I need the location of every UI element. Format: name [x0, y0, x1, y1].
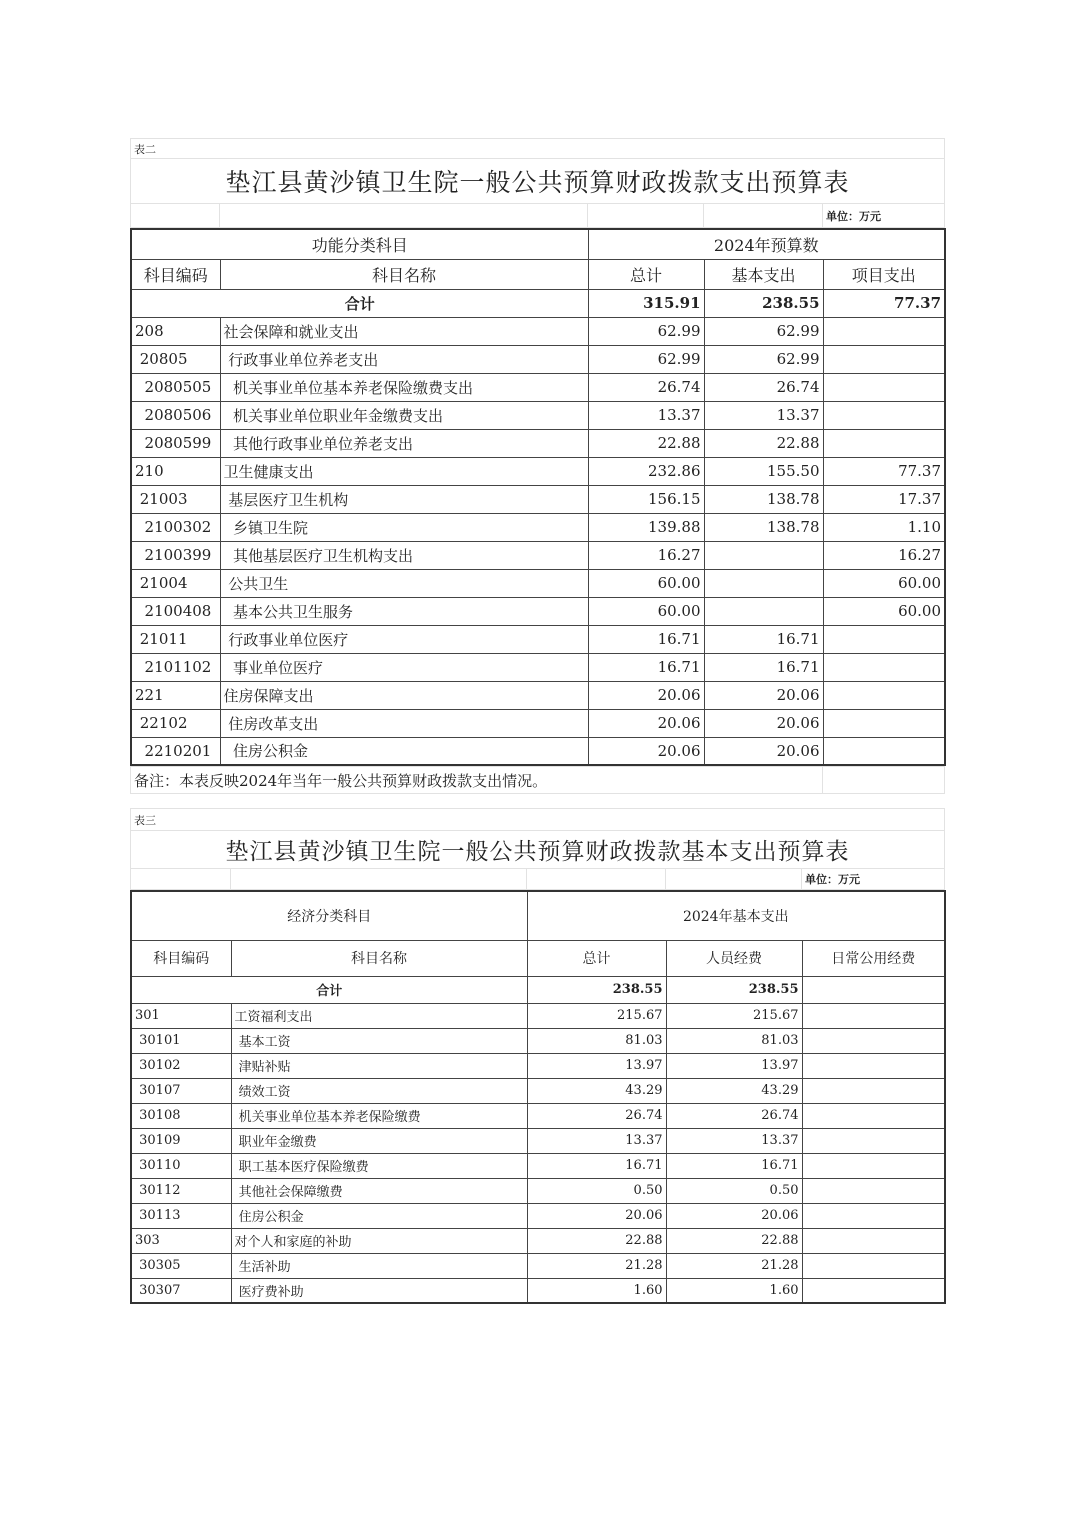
cell-project	[823, 737, 945, 765]
cell-project: 17.37	[823, 485, 945, 513]
cell-public	[802, 1128, 945, 1153]
table-row	[131, 1253, 945, 1278]
cell-name: 其他行政事业单位养老支出	[220, 429, 588, 457]
cell-name: 公共卫生	[220, 569, 588, 597]
table-row	[131, 485, 945, 513]
cell-project	[823, 317, 945, 345]
cell-code: 2100302	[131, 513, 220, 541]
table2-heading	[130, 808, 945, 890]
table1-total-project: 77.37	[823, 289, 945, 317]
cell-public	[802, 1228, 945, 1253]
cell-basic: 16.71	[704, 653, 823, 681]
table1-col-code: 科目编码	[131, 259, 220, 289]
table2-col-personnel: 人员经费	[666, 940, 802, 976]
cell-total: 20.06	[588, 681, 704, 709]
cell-project: 16.27	[823, 541, 945, 569]
cell-code: 30307	[131, 1278, 231, 1303]
cell-total: 139.88	[588, 513, 704, 541]
cell-name: 绩效工资	[231, 1078, 527, 1103]
cell-code: 30108	[131, 1103, 231, 1128]
cell-personnel: 22.88	[666, 1228, 802, 1253]
cell-project	[823, 345, 945, 373]
table1-total-row	[131, 289, 945, 317]
cell-public	[802, 1003, 945, 1028]
cell-code: 301	[131, 1003, 231, 1028]
table2-col-code: 科目编码	[131, 940, 231, 976]
cell-code: 22102	[131, 709, 220, 737]
cell-code: 2080599	[131, 429, 220, 457]
cell-total: 0.50	[527, 1178, 666, 1203]
cell-total: 60.00	[588, 597, 704, 625]
cell-name: 住房公积金	[231, 1203, 527, 1228]
table1-title: 垫江县黄沙镇卫生院一般公共预算财政拨款支出预算表	[131, 159, 945, 204]
cell-total: 22.88	[527, 1228, 666, 1253]
table1-grid	[130, 228, 946, 766]
table-row	[131, 1053, 945, 1078]
cell-personnel: 0.50	[666, 1178, 802, 1203]
cell-code: 30113	[131, 1203, 231, 1228]
cell-project	[823, 373, 945, 401]
table1-col-project: 项目支出	[823, 259, 945, 289]
cell-public	[802, 1203, 945, 1228]
cell-total: 60.00	[588, 569, 704, 597]
table1-unit: 单位：万元	[823, 204, 945, 228]
table-row	[131, 597, 945, 625]
table2-total-row	[131, 976, 945, 1003]
table-row	[131, 1078, 945, 1103]
table-row	[131, 541, 945, 569]
cell-basic: 22.88	[704, 429, 823, 457]
cell-public	[802, 1278, 945, 1303]
table2-col-name: 科目名称	[231, 940, 527, 976]
cell-code: 2101102	[131, 653, 220, 681]
table-row	[131, 1028, 945, 1053]
cell-project	[823, 625, 945, 653]
cell-total: 13.37	[527, 1128, 666, 1153]
cell-total: 232.86	[588, 457, 704, 485]
cell-public	[802, 1253, 945, 1278]
cell-public	[802, 1053, 945, 1078]
cell-name: 工资福利支出	[231, 1003, 527, 1028]
cell-basic: 16.71	[704, 625, 823, 653]
cell-name: 职业年金缴费	[231, 1128, 527, 1153]
cell-name: 津贴补贴	[231, 1053, 527, 1078]
cell-total: 16.27	[588, 541, 704, 569]
cell-name: 行政事业单位养老支出	[220, 345, 588, 373]
budget-table-2-sheet	[130, 808, 944, 1304]
cell-code: 30102	[131, 1053, 231, 1078]
cell-total: 215.67	[527, 1003, 666, 1028]
cell-code: 30107	[131, 1078, 231, 1103]
cell-total: 81.03	[527, 1028, 666, 1053]
cell-personnel: 16.71	[666, 1153, 802, 1178]
cell-project: 77.37	[823, 457, 945, 485]
cell-project	[823, 709, 945, 737]
cell-code: 210	[131, 457, 220, 485]
table-row	[131, 401, 945, 429]
table2-tag: 表三	[131, 809, 945, 831]
table-row	[131, 1178, 945, 1203]
table-row	[131, 1153, 945, 1178]
cell-basic: 62.99	[704, 317, 823, 345]
cell-name: 职工基本医疗保险缴费	[231, 1153, 527, 1178]
cell-basic: 138.78	[704, 513, 823, 541]
cell-total: 16.71	[588, 625, 704, 653]
table1-tag: 表二	[131, 139, 945, 159]
cell-public	[802, 1178, 945, 1203]
cell-total: 26.74	[588, 373, 704, 401]
cell-total: 62.99	[588, 345, 704, 373]
cell-public	[802, 1078, 945, 1103]
cell-personnel: 13.37	[666, 1128, 802, 1153]
table-row	[131, 457, 945, 485]
table1-total-total: 315.91	[588, 289, 704, 317]
cell-total: 16.71	[588, 653, 704, 681]
cell-total: 20.06	[588, 737, 704, 765]
cell-personnel: 81.03	[666, 1028, 802, 1053]
table2-title: 垫江县黄沙镇卫生院一般公共预算财政拨款基本支出预算表	[131, 831, 945, 869]
table-row	[131, 569, 945, 597]
cell-total: 43.29	[527, 1078, 666, 1103]
cell-name: 住房改革支出	[220, 709, 588, 737]
cell-code: 21004	[131, 569, 220, 597]
cell-code: 303	[131, 1228, 231, 1253]
table2-total-label: 合计	[131, 976, 527, 1003]
cell-name: 卫生健康支出	[220, 457, 588, 485]
table1-group-header-left: 功能分类科目	[131, 229, 588, 259]
table2-col-public: 日常公用经费	[802, 940, 945, 976]
cell-code: 30101	[131, 1028, 231, 1053]
table2-total-total: 238.55	[527, 976, 666, 1003]
cell-total: 62.99	[588, 317, 704, 345]
cell-code: 21003	[131, 485, 220, 513]
cell-project: 1.10	[823, 513, 945, 541]
table-row	[131, 513, 945, 541]
cell-name: 对个人和家庭的补助	[231, 1228, 527, 1253]
cell-public	[802, 1103, 945, 1128]
table-row	[131, 345, 945, 373]
cell-basic	[704, 597, 823, 625]
table2-group-header-right: 2024年基本支出	[527, 891, 945, 940]
table-row	[131, 737, 945, 765]
cell-project: 60.00	[823, 569, 945, 597]
cell-personnel: 21.28	[666, 1253, 802, 1278]
cell-code: 20805	[131, 345, 220, 373]
table1-col-basic: 基本支出	[704, 259, 823, 289]
table2-unit: 单位：万元	[802, 869, 945, 890]
cell-code: 30109	[131, 1128, 231, 1153]
table2-group-header-left: 经济分类科目	[131, 891, 527, 940]
cell-total: 156.15	[588, 485, 704, 513]
table1-heading	[130, 138, 945, 228]
cell-total: 26.74	[527, 1103, 666, 1128]
table2-total-personnel: 238.55	[666, 976, 802, 1003]
cell-name: 住房公积金	[220, 737, 588, 765]
cell-basic: 20.06	[704, 709, 823, 737]
cell-code: 2210201	[131, 737, 220, 765]
cell-personnel: 13.97	[666, 1053, 802, 1078]
cell-code: 2080505	[131, 373, 220, 401]
cell-personnel: 26.74	[666, 1103, 802, 1128]
table-row	[131, 1228, 945, 1253]
table1-col-total: 总计	[588, 259, 704, 289]
table-row	[131, 373, 945, 401]
table-row	[131, 1128, 945, 1153]
cell-name: 机关事业单位基本养老保险缴费	[231, 1103, 527, 1128]
cell-name: 行政事业单位医疗	[220, 625, 588, 653]
cell-basic	[704, 569, 823, 597]
table-row	[131, 625, 945, 653]
cell-name: 医疗费补助	[231, 1278, 527, 1303]
cell-project	[823, 681, 945, 709]
cell-code: 2080506	[131, 401, 220, 429]
cell-total: 1.60	[527, 1278, 666, 1303]
cell-name: 机关事业单位基本养老保险缴费支出	[220, 373, 588, 401]
table-row	[131, 317, 945, 345]
cell-code: 21011	[131, 625, 220, 653]
cell-personnel: 43.29	[666, 1078, 802, 1103]
cell-code: 30112	[131, 1178, 231, 1203]
cell-code: 30305	[131, 1253, 231, 1278]
table1-footer	[130, 766, 945, 794]
cell-project: 60.00	[823, 597, 945, 625]
cell-personnel: 1.60	[666, 1278, 802, 1303]
table-row	[131, 681, 945, 709]
cell-name: 基层医疗卫生机构	[220, 485, 588, 513]
cell-total: 16.71	[527, 1153, 666, 1178]
table1-col-name: 科目名称	[220, 259, 588, 289]
table-row	[131, 1203, 945, 1228]
cell-basic: 13.37	[704, 401, 823, 429]
cell-project	[823, 653, 945, 681]
cell-code: 221	[131, 681, 220, 709]
cell-name: 事业单位医疗	[220, 653, 588, 681]
table1-total-basic: 238.55	[704, 289, 823, 317]
cell-basic: 20.06	[704, 681, 823, 709]
cell-name: 其他基层医疗卫生机构支出	[220, 541, 588, 569]
cell-personnel: 215.67	[666, 1003, 802, 1028]
cell-total: 20.06	[588, 709, 704, 737]
table2-total-public	[802, 976, 945, 1003]
cell-code: 2100399	[131, 541, 220, 569]
table1-group-header-right: 2024年预算数	[588, 229, 945, 259]
cell-basic	[704, 541, 823, 569]
cell-project	[823, 401, 945, 429]
cell-total: 20.06	[527, 1203, 666, 1228]
cell-basic: 20.06	[704, 737, 823, 765]
cell-name: 机关事业单位职业年金缴费支出	[220, 401, 588, 429]
cell-total: 21.28	[527, 1253, 666, 1278]
table2-grid	[130, 890, 946, 1304]
cell-total: 13.97	[527, 1053, 666, 1078]
cell-basic: 138.78	[704, 485, 823, 513]
cell-name: 乡镇卫生院	[220, 513, 588, 541]
cell-code: 30110	[131, 1153, 231, 1178]
cell-basic: 26.74	[704, 373, 823, 401]
table-row	[131, 709, 945, 737]
budget-table-1-sheet	[130, 138, 944, 794]
cell-code: 208	[131, 317, 220, 345]
cell-name: 住房保障支出	[220, 681, 588, 709]
cell-basic: 62.99	[704, 345, 823, 373]
table2-col-total: 总计	[527, 940, 666, 976]
table-row	[131, 429, 945, 457]
cell-personnel: 20.06	[666, 1203, 802, 1228]
table-row	[131, 653, 945, 681]
cell-name: 其他社会保障缴费	[231, 1178, 527, 1203]
cell-total: 13.37	[588, 401, 704, 429]
cell-name: 基本公共卫生服务	[220, 597, 588, 625]
table1-total-label: 合计	[131, 289, 588, 317]
cell-name: 生活补助	[231, 1253, 527, 1278]
table1-note: 备注：本表反映2024年当年一般公共预算财政拨款支出情况。	[131, 767, 823, 794]
cell-public	[802, 1028, 945, 1053]
cell-name: 基本工资	[231, 1028, 527, 1053]
cell-name: 社会保障和就业支出	[220, 317, 588, 345]
table-row	[131, 1278, 945, 1303]
cell-total: 22.88	[588, 429, 704, 457]
cell-code: 2100408	[131, 597, 220, 625]
table-row	[131, 1103, 945, 1128]
cell-basic: 155.50	[704, 457, 823, 485]
table-row	[131, 1003, 945, 1028]
cell-project	[823, 429, 945, 457]
cell-public	[802, 1153, 945, 1178]
